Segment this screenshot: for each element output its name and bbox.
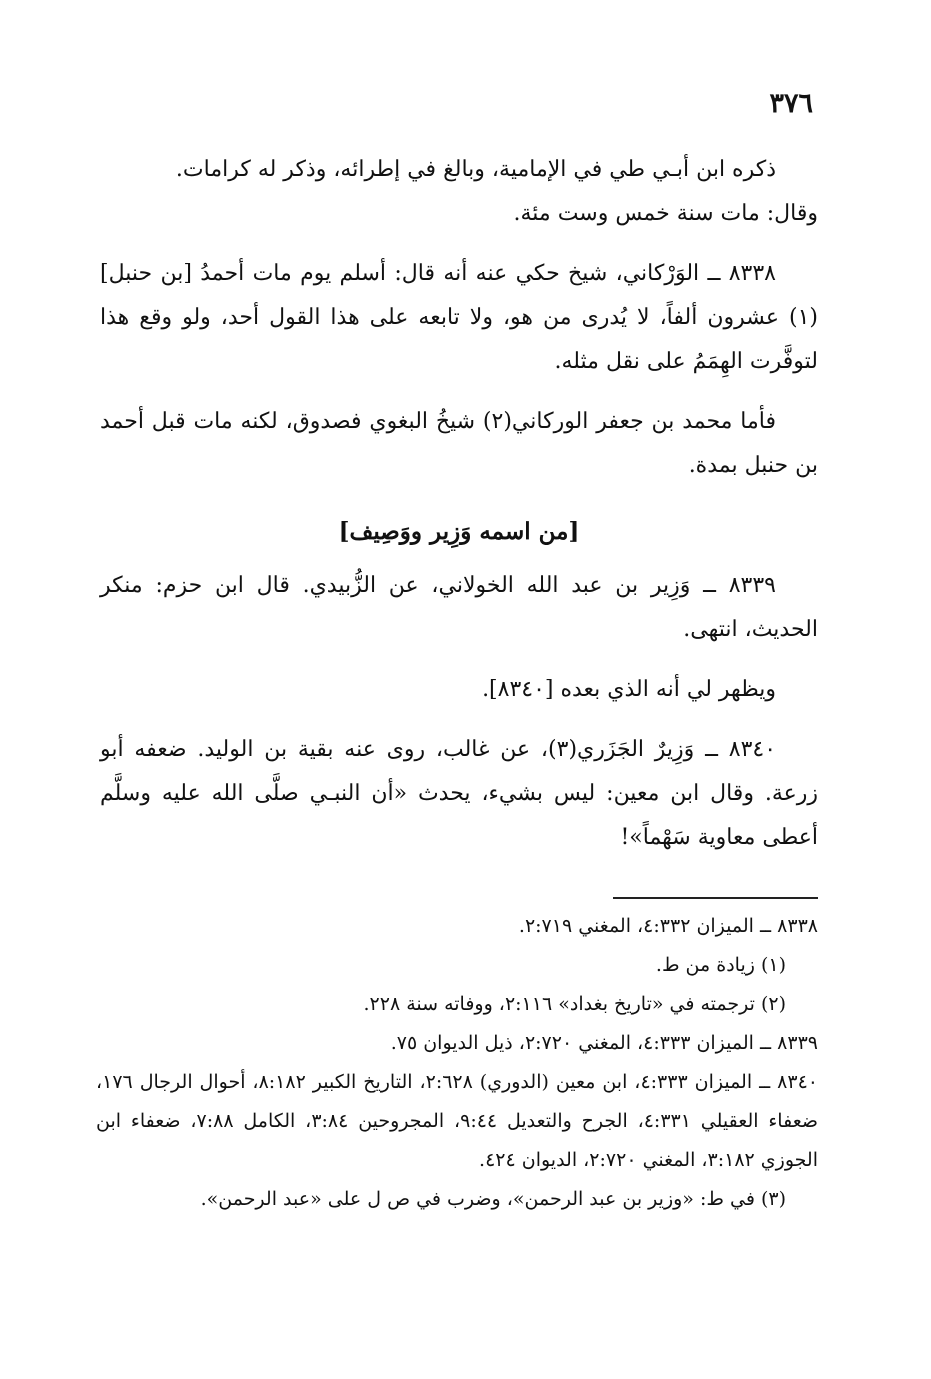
footnote-3: (٣) في ط: «وزير بن عبد الرحمن»، وضرب في ص ل على «عبد الرحمن». [200,1188,786,1210]
entry-8340: ٨٣٤٠ ــ وَزِيرٌ الجَزَري(٣)، عن غالب، روى عنه بقية بن الوليد. ضعفه أبو زرعة. وقال ابن معين: ليس بشيء، يحدث «أن النبـي صلَّى الله عليه وسلَّم أعطى معاوية سَهْماً»! [100,737,818,850]
footnote-8340: ٨٣٤٠ ــ الميزان ٤:٣٣٣، ابن معين (الدوري) ٢:٦٢٨، التاريخ الكبير ٨:١٨٢، أحوال الرجال ١٧٦، ضعفاء العقيلي ٤:٣٣١، الجرح والتعديل ٩:٤٤، المجروحين ٣:٨٤، الكامل ٧:٨٨، ضعفاء ابن الجوزي ٣:١٨٢، المغني ٢:٧٢٠، الديوان ٤٢٤. [96,1071,818,1171]
footnote-1: (١) زيادة من ط. [655,954,786,976]
main-text [100,148,818,876]
paragraph-note: ويظهر لي أنه الذي بعده [٨٣٤٠]. [482,677,776,702]
footnote-8339: ٨٣٣٩ ــ الميزان ٤:٣٣٣، المغني ٢:٧٢٠، ذيل الديوان ٧٥. [390,1032,818,1054]
footnotes [96,895,818,1219]
page-number: ٣٧٦ [769,88,813,119]
footnote-2: (٢) ترجمته في «تاريخ بغداد» ٢:١١٦، ووفاته سنة ٢٢٨. [363,993,786,1015]
footnote-8338: ٨٣٣٨ ــ الميزان ٤:٣٣٢، المغني ٢:٧١٩. [518,915,818,937]
paragraph-intro [100,148,818,236]
intro-line-1: ذكره ابن أبـي طي في الإمامية، وبالغ في إطرائه، وذكر له كرامات. [175,157,776,182]
entry-8339: ٨٣٣٩ ــ وَزِير بن عبد الله الخولاني، عن الزُّبيدي. قال ابن حزم: منكر الحديث، انتهى. [100,573,818,642]
intro-line-2: وقال: مات سنة خمس وست مئة. [513,201,818,226]
paragraph-warkani: فأما محمد بن جعفر الوركاني(٢) شيخُ البغوي فصدوق، لكنه مات قبل أحمد بن حنبل بمدة. [100,409,818,478]
section-heading: [من اسمه وَزِير ووَصِيف] [338,518,580,545]
entry-8338: ٨٣٣٨ ــ الوَرْكاني، شيخ حكي عنه أنه قال: أسلم يوم مات أحمدُ [بن حنبل](١) عشرون ألفاً، لا يُدرى من هو، ولا تابعه على هذا القول أحد، ولو وقع هذا لتوفَّرت الهِمَمُ على نقل مثله. [100,261,818,374]
